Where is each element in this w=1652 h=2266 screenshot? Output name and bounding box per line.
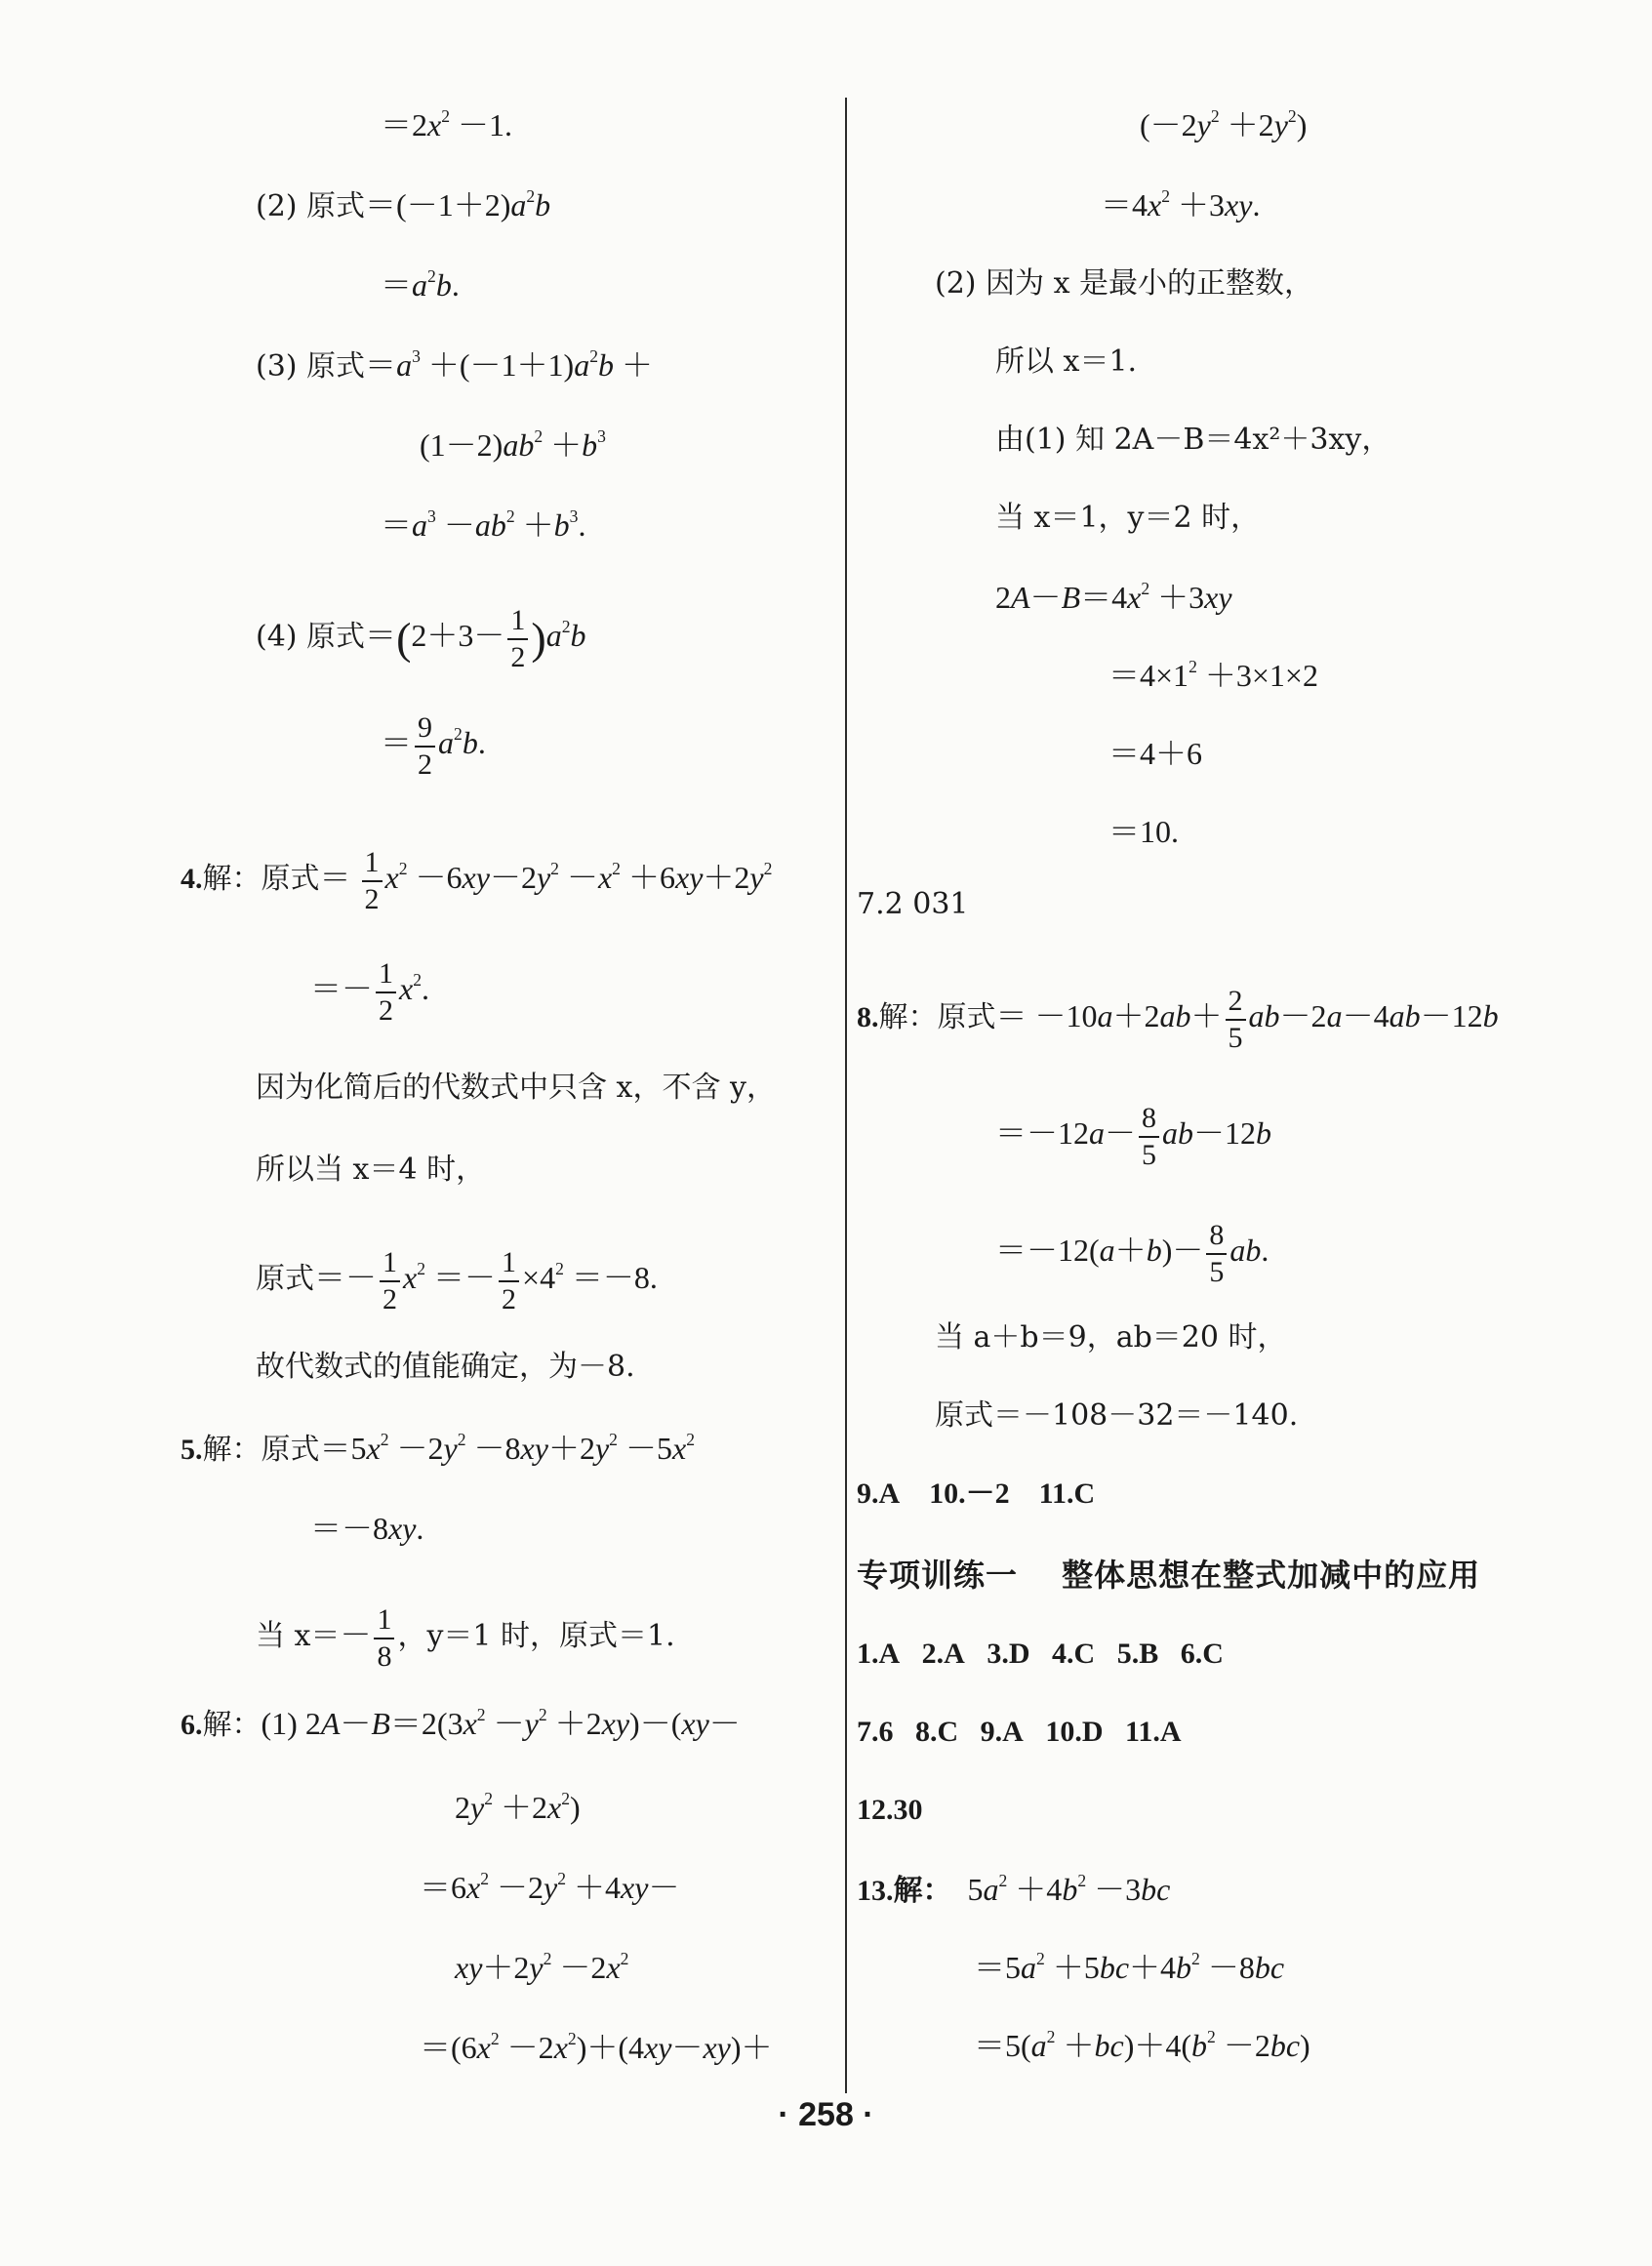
q3-3-line3: $=a^3 -ab^2 +b^3$. xyxy=(381,506,586,543)
q8-line3: ＝－12(a＋b)－ $\frac{8}{5}$ ab. xyxy=(995,1219,1269,1288)
q6-line5: $=(6x^2 -2x^2)+(4xy-xy)+$ xyxy=(420,2028,773,2065)
q4-because: 因为化简后的代数式中只含 x，不含 y， xyxy=(256,1071,776,1105)
q5-when: 当 x＝－ $\frac{1}{8}$ ，y＝1 时，原式＝1. xyxy=(256,1603,675,1673)
q6-2-calc4: ＝10. xyxy=(1108,814,1180,849)
q6-2-so: 所以 x＝1. xyxy=(995,344,1138,379)
q3-3-line2: $(1-2)ab^2 +b^3$ xyxy=(420,425,606,463)
q6-line4: $xy+2y^2 -2x^2$ xyxy=(455,1948,629,1985)
q8-result: 原式＝－108－32＝－140. xyxy=(935,1398,1299,1433)
q8-when: 当 a＋b＝9，ab＝20 时， xyxy=(935,1320,1287,1355)
q4-value: 原式＝－ $\frac{1}{2}$ $x^2$ ＝－ $\frac{1}{2}$ $\times 4^2 =-8$. xyxy=(256,1246,658,1315)
q3-3-line1: (3) 原式$=a^3 +(-1+1)a^2b$ ＋ xyxy=(256,345,653,384)
q6-line7: $=4x^2 +3xy$. xyxy=(1101,185,1261,223)
q4-line1: 4.解：原式＝ $\frac{1}{2}$ $x^2 -6xy-2y^2 -x^2 +6xy+2y^2$ xyxy=(181,846,773,915)
s1-q12: 12.30 xyxy=(857,1794,923,1826)
q5-line1: 5.解：原式$=5x^2 -2y^2 -8xy+2y^2 -5x^2$ xyxy=(181,1429,695,1467)
q4-conclusion: 故代数式的值能确定，为－8. xyxy=(256,1350,635,1384)
q3-2-line1: (2) 原式$=(-1+2)a^2b$ xyxy=(256,185,551,223)
s1-row2-answers: 7.6 8.C 9.A 10.D 11.A xyxy=(857,1716,1182,1748)
q6-line3: $=6x^2 -2y^2 +4xy-$ xyxy=(420,1868,680,1905)
page-number: · 258 · xyxy=(778,2096,874,2133)
column-divider xyxy=(845,98,847,2093)
q7: 7.2 031 xyxy=(857,887,969,921)
s1-row1-answers: 1.A 2.A 3.D 4.C 5.B 6.C xyxy=(857,1638,1224,1670)
section-heading: 专项训练一 整体思想在整式加减中的应用 xyxy=(857,1557,1481,1594)
q3-1-result: $=2x^2 -1$. xyxy=(381,105,513,142)
s1-q13-line2: $=5a^2 +5bc+4b^2 -8bc$ xyxy=(974,1948,1285,1985)
q6-line2: $2y^2 +2x^2$) xyxy=(455,1788,581,1825)
q4-so: 所以当 x＝4 时， xyxy=(256,1153,486,1187)
q3-4-line2: ＝ $\frac{9}{2}$ $a^2b$. xyxy=(381,711,486,781)
q6-line6: $(-2y^2 +2y^2)$ xyxy=(1140,105,1308,142)
q6-line1: 6.解：(1) $2A-B=2(3x^2 -y^2 +2xy)-(xy-$ xyxy=(181,1704,741,1742)
s1-q13-line1: 13.解： $5a^2 +4b^2 -3bc$ xyxy=(857,1870,1171,1907)
q4-line2: ＝－ $\frac{1}{2}$ $x^2$. xyxy=(310,957,430,1027)
q8-line2: ＝－12a－ $\frac{8}{5}$ ab－12b xyxy=(995,1102,1272,1171)
q5-line2: ＝－8xy. xyxy=(310,1511,424,1546)
s1-q13-line3: $=5(a^2 +bc)+4(b^2 -2bc)$ xyxy=(974,2026,1310,2063)
q6-2-from: 由(1) 知 2A－B＝4x²＋3xy， xyxy=(995,423,1391,457)
q9-11-answers: 9.A 10.－2 11.C xyxy=(857,1477,1096,1510)
q3-2-line2: $=a^2b$. xyxy=(381,265,460,303)
q3-4-line1: (4) 原式＝(2＋3－ $\frac{1}{2}$ )$a^2b$ xyxy=(256,604,586,673)
q8-line1: 8.解：原式＝ －10a＋2ab＋ $\frac{2}{5}$ ab－2a－4ab－12b xyxy=(857,985,1499,1054)
q6-2-calc3: ＝4＋6 xyxy=(1108,736,1203,771)
q6-2-calc1: $2A-B=4x^2 +3xy$ xyxy=(995,578,1232,615)
q6-2-because: (2) 因为 x 是最小的正整数， xyxy=(935,266,1314,301)
q6-2-when: 当 x＝1，y＝2 时， xyxy=(995,501,1261,535)
q6-2-calc2: $=4\times 1^2 +3\times 1\times 2$ xyxy=(1108,656,1318,693)
